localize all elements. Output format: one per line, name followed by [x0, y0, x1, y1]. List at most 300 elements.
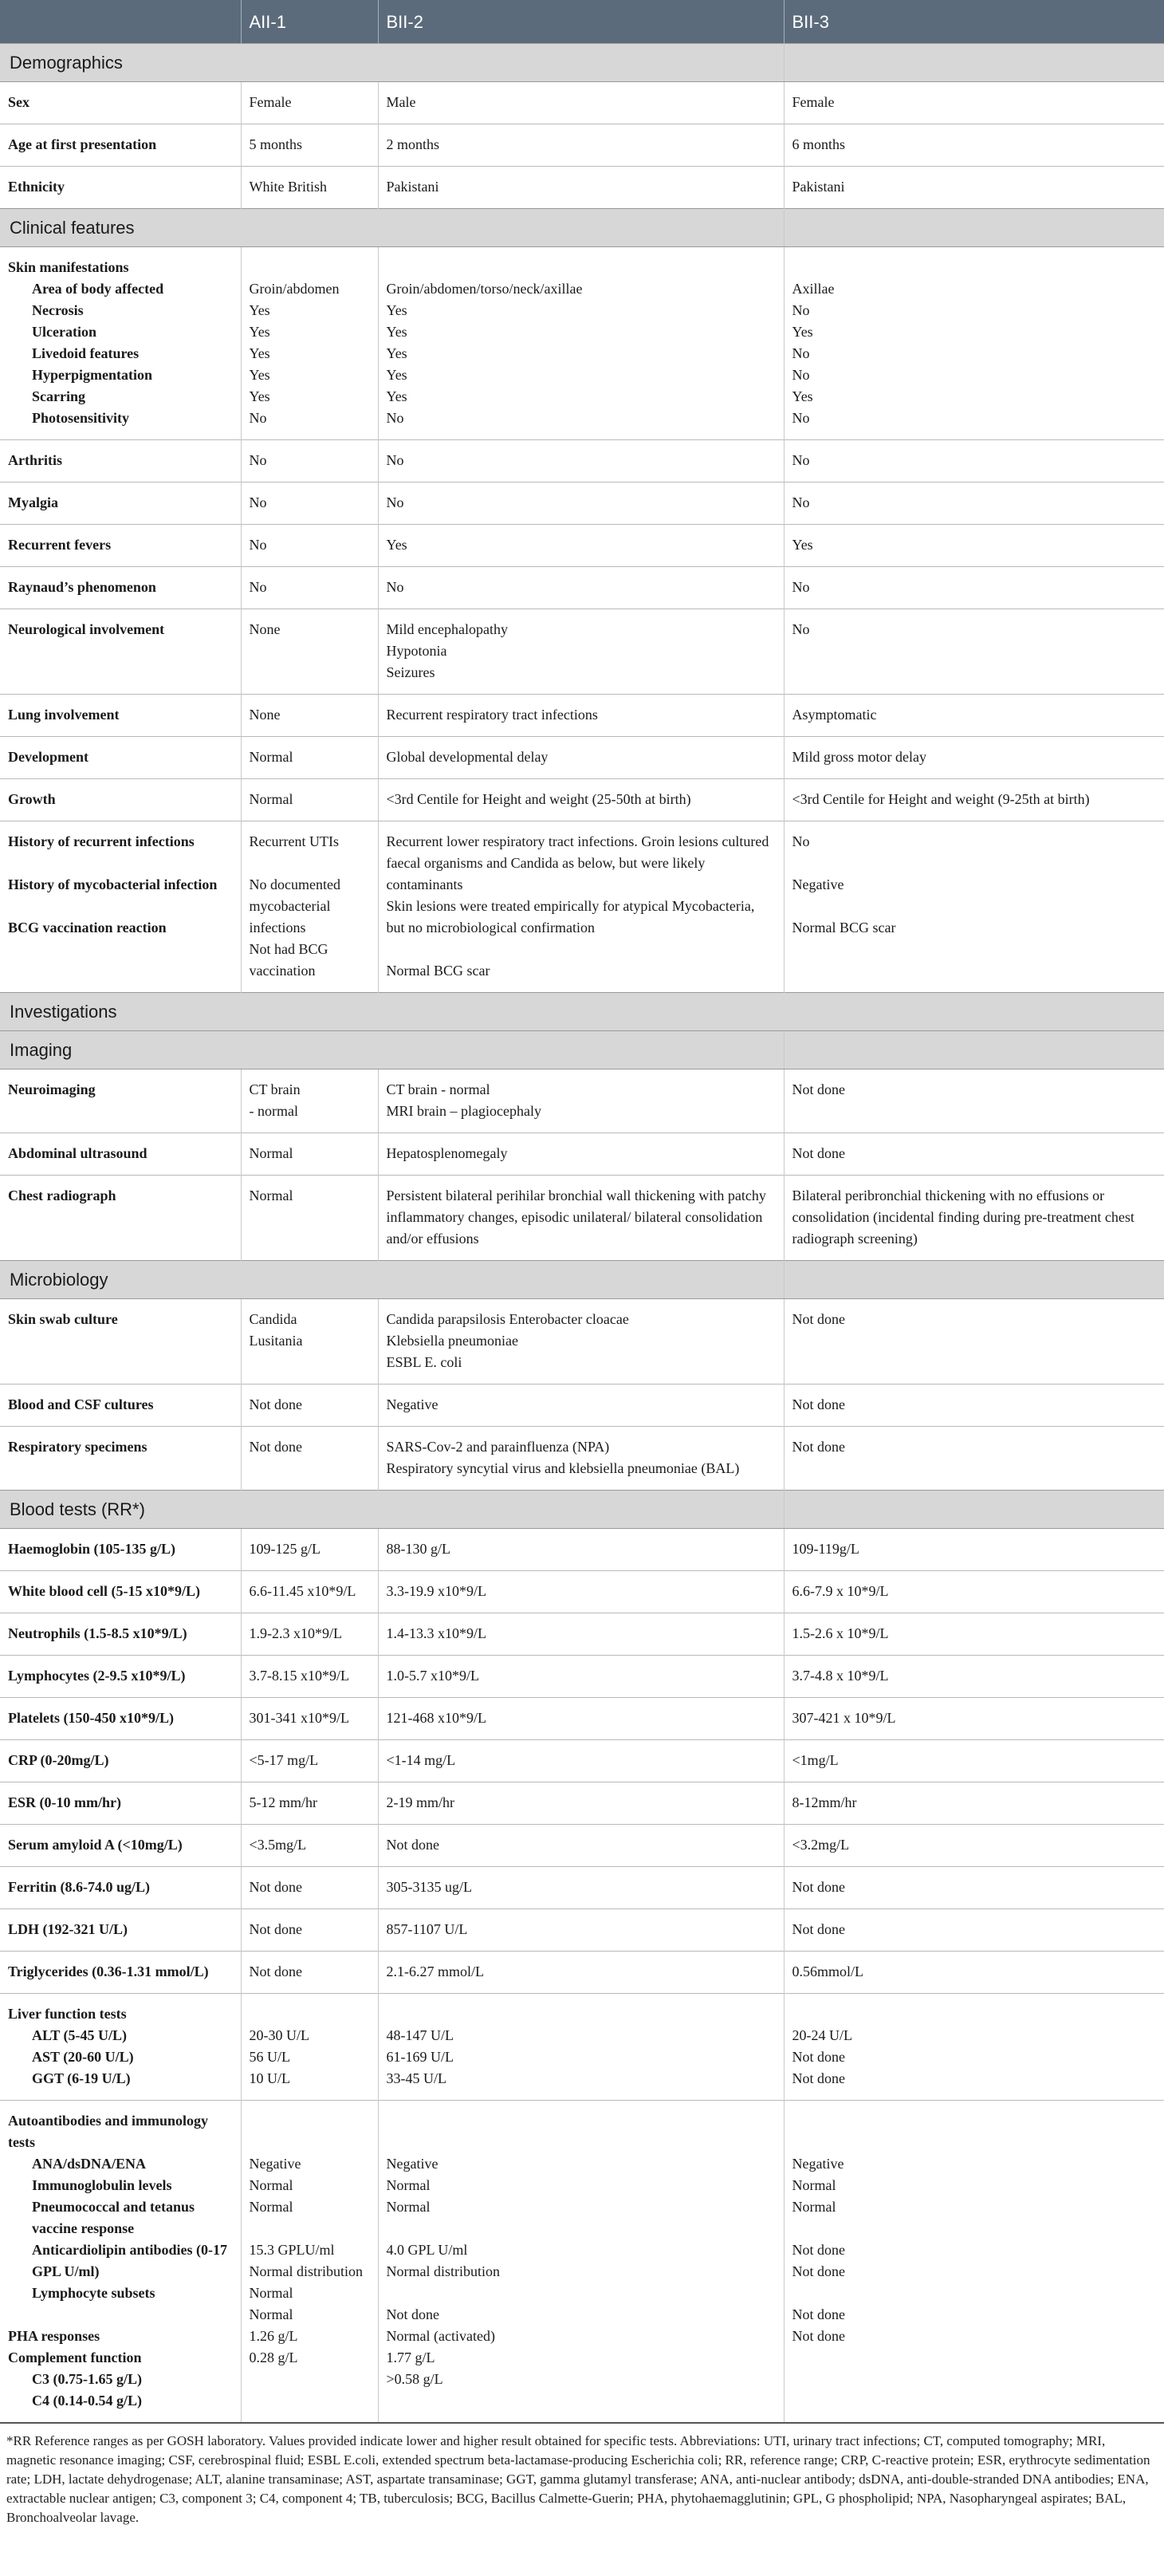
value-line: Hepatosplenomegaly	[386, 1145, 508, 1161]
header-blank	[0, 0, 241, 44]
value-cell	[241, 1571, 378, 1613]
label-line	[8, 2304, 233, 2326]
table-row	[0, 695, 1164, 737]
row-label-cell	[0, 167, 241, 209]
value-cell	[378, 1825, 784, 1867]
value-line: <3rd Centile for Height and weight (25-50th at birth)	[386, 791, 691, 807]
value-line: Normal	[792, 2199, 836, 2215]
row-label-cell	[0, 1529, 241, 1571]
value-line: Yes	[386, 388, 407, 404]
value-cell	[378, 695, 784, 737]
value-line: Female	[249, 94, 292, 110]
label-line: Ferritin (8.6-74.0 ug/L)	[8, 1879, 150, 1895]
table-row	[0, 82, 1164, 124]
value-line: 857-1107 U/L	[386, 1921, 468, 1937]
table-row	[0, 525, 1164, 567]
value-cell	[784, 1427, 1164, 1491]
value-line: Not done	[792, 2263, 845, 2279]
table-row	[0, 1867, 1164, 1909]
value-line: Hypotonia	[386, 643, 447, 659]
value-line: Groin/abdomen/torso/neck/axillae	[386, 281, 583, 297]
table-row	[0, 1385, 1164, 1427]
value-cell	[378, 1656, 784, 1698]
value-line: Yes	[249, 388, 270, 404]
value-cell	[378, 1867, 784, 1909]
value-line: No	[386, 452, 404, 468]
value-cell	[784, 1176, 1164, 1261]
table-body	[0, 44, 1164, 2423]
label-line: CRP (0-20mg/L)	[8, 1752, 109, 1768]
label-line: Skin manifestations	[8, 259, 129, 275]
sub-label: C3 (0.75-1.65 g/L)	[32, 2371, 142, 2387]
value-line: Not done	[792, 2306, 845, 2322]
value-line: 109-125 g/L	[249, 1541, 320, 1557]
value-line: Recurrent UTIs	[249, 833, 339, 849]
value-cell	[378, 124, 784, 167]
row-label-cell	[0, 737, 241, 779]
value-line: 301-341 x10*9/L	[249, 1710, 349, 1726]
value-cell	[784, 1698, 1164, 1740]
row-label-cell	[0, 1740, 241, 1782]
value-line: ESBL E. coli	[386, 1354, 462, 1370]
value-cell	[241, 1740, 378, 1782]
value-line: Normal	[249, 1188, 293, 1203]
value-line: Lusitania	[249, 1333, 303, 1349]
value-line: Not done	[386, 2306, 439, 2322]
value-line: Not done	[792, 1439, 845, 1455]
value-line: 6 months	[792, 136, 846, 152]
value-cell	[241, 1299, 378, 1385]
label-line: Ethnicity	[8, 179, 65, 195]
value-cell	[241, 567, 378, 609]
value-line: Normal	[249, 791, 293, 807]
value-line: 15.3 GPLU/ml	[249, 2242, 335, 2258]
value-line: Recurrent lower respiratory tract infections. Groin lesions cultured faecal organisms and Candida as below, but were likely contaminants	[386, 833, 773, 892]
value-line: 10 U/L	[249, 2070, 290, 2086]
sub-label: AST (20-60 U/L)	[32, 2049, 134, 2065]
label-line: Abdominal ultrasound	[8, 1145, 147, 1161]
label-line: BCG vaccination reaction	[8, 920, 167, 935]
sub-label: ANA/dsDNA/ENA	[32, 2156, 147, 2172]
value-line: 1.77 g/L	[386, 2350, 435, 2365]
value-cell	[378, 821, 784, 993]
row-label-cell	[0, 525, 241, 567]
value-line: 6.6-7.9 x 10*9/L	[792, 1583, 889, 1599]
table-row	[0, 1994, 1164, 2101]
value-line: 2.1-6.27 mmol/L	[386, 1964, 484, 1979]
row-label-cell	[0, 1698, 241, 1740]
value-line	[387, 257, 776, 278]
section-header-row	[0, 1261, 1164, 1299]
value-line: Not done	[792, 1311, 845, 1327]
value-line: Normal BCG scar	[386, 963, 490, 979]
value-line: Candida parapsilosis Enterobacter cloacae	[386, 1311, 629, 1327]
value-line: Asymptomatic	[792, 707, 877, 723]
table-row	[0, 1069, 1164, 1133]
section-header-row	[0, 209, 1164, 247]
row-label-cell	[0, 440, 241, 483]
header-aii-1: AII-1	[241, 0, 378, 44]
sub-label: C4 (0.14-0.54 g/L)	[32, 2393, 142, 2409]
value-line: 20-30 U/L	[249, 2027, 309, 2043]
label-line: LDH (192-321 U/L)	[8, 1921, 128, 1937]
value-line	[792, 2132, 1157, 2153]
value-cell	[378, 737, 784, 779]
section-header-row	[0, 1491, 1164, 1529]
row-label-cell	[0, 2101, 241, 2423]
value-cell	[784, 1656, 1164, 1698]
label-line: Lymphocytes (2-9.5 x10*9/L)	[8, 1668, 186, 1684]
value-line: Not done	[249, 1921, 302, 1937]
table-row	[0, 1825, 1164, 1867]
value-cell	[784, 1782, 1164, 1825]
value-cell	[241, 1782, 378, 1825]
value-line: 3.7-4.8 x 10*9/L	[792, 1668, 889, 1684]
value-line: Normal	[386, 2199, 431, 2215]
label-line: Liver function tests	[8, 2006, 127, 2022]
value-line: Respiratory syncytial virus and klebsiella pneumoniae (BAL)	[386, 1460, 740, 1476]
value-line: Not done	[792, 1145, 845, 1161]
value-cell	[784, 567, 1164, 609]
value-line: 4.0 GPL U/ml	[386, 2242, 468, 2258]
label-line: Blood and CSF cultures	[8, 1396, 154, 1412]
table-row	[0, 779, 1164, 821]
value-line	[250, 2218, 370, 2239]
value-line: No	[386, 579, 404, 595]
value-cell	[784, 695, 1164, 737]
value-cell	[241, 779, 378, 821]
table-row	[0, 1176, 1164, 1261]
sub-label: Scarring	[32, 388, 85, 404]
section-spacer	[784, 1031, 1164, 1069]
value-line: Yes	[792, 537, 813, 553]
value-line: SARS-Cov-2 and parainfluenza (NPA)	[386, 1439, 610, 1455]
value-line: 307-421 x 10*9/L	[792, 1710, 896, 1726]
section-spacer	[784, 1261, 1164, 1299]
value-cell	[378, 1427, 784, 1491]
label-line: Recurrent fevers	[8, 537, 112, 553]
value-line: MRI brain – plagiocephaly	[386, 1103, 541, 1119]
value-line: Klebsiella pneumoniae	[386, 1333, 518, 1349]
section-title: Imaging	[0, 1031, 784, 1069]
section-spacer	[784, 1491, 1164, 1529]
row-label-cell	[0, 1656, 241, 1698]
value-line: Not done	[249, 1439, 302, 1455]
value-cell	[784, 1069, 1164, 1133]
value-cell	[378, 483, 784, 525]
value-line: 56 U/L	[249, 2049, 290, 2065]
table-row	[0, 2101, 1164, 2423]
value-line: 8-12mm/hr	[792, 1794, 857, 1810]
value-cell	[241, 1427, 378, 1491]
row-label-cell	[0, 1571, 241, 1613]
value-cell	[784, 1994, 1164, 2101]
row-label-cell	[0, 82, 241, 124]
value-cell	[241, 609, 378, 695]
value-line: No	[792, 494, 810, 510]
section-title: Clinical features	[0, 209, 784, 247]
table-row	[0, 1740, 1164, 1782]
value-line	[792, 257, 1157, 278]
value-line: Yes	[792, 388, 813, 404]
footnote: *RR Reference ranges as per GOSH laboratory. Values provided indicate lower and higher result obtained for specific tests. Abbreviations: UTI, urinary tract infections; CT, computed tomography; MRI, magnetic resonance imaging; CSF, cerebrospinal fluid; ESBL E.coli, extended spectrum beta-lactamase-producing Escherichia coli; RR, reference range; CRP, C-reactive protein; ESR, erythrocyte sedimentation rate; LDH, lactate dehydrogenase; ALT, alanine transaminase; AST, aspartate transaminase; GGT, gamma glutamyl transferase; ANA, anti-nuclear antibody; dsDNA, anti-double-stranded DNA antibodies; ENA, extractable nuclear antigen; C3, component 3; C4, component 4; TB, tuberculosis; BCG, Bacillus Calmette-Guerin; PHA, phytohaemagglutinin; GPL, G phospholipid; NPA, Nasopharyngeal aspirates; BAL, Bronchoalveolar lavage.	[0, 2422, 1164, 2539]
value-line: Normal	[249, 2177, 293, 2193]
value-cell	[378, 609, 784, 695]
value-cell	[241, 1994, 378, 2101]
row-label-cell	[0, 1613, 241, 1656]
label-line: Serum amyloid A (<10mg/L)	[8, 1837, 183, 1853]
value-line: 1.0-5.7 x10*9/L	[386, 1668, 479, 1684]
value-line: Normal	[249, 2285, 293, 2301]
label-line: Myalgia	[8, 494, 58, 510]
value-line	[250, 2003, 370, 2025]
value-cell	[241, 525, 378, 567]
label-line: Chest radiograph	[8, 1188, 116, 1203]
value-line: CT brain - normal	[386, 1081, 490, 1097]
value-line: Recurrent respiratory tract infections	[386, 707, 598, 723]
value-cell	[378, 779, 784, 821]
value-cell	[784, 1952, 1164, 1994]
row-label-cell	[0, 1952, 241, 1994]
table-row	[0, 124, 1164, 167]
value-line: No	[792, 345, 810, 361]
value-line: 6.6-11.45 x10*9/L	[249, 1583, 356, 1599]
value-line: 2 months	[386, 136, 440, 152]
value-line: Not done	[249, 1964, 302, 1979]
value-line: Yes	[386, 302, 407, 318]
value-cell	[784, 1133, 1164, 1176]
value-line: Groin/abdomen	[249, 281, 340, 297]
value-line: No	[249, 537, 267, 553]
value-line: Not done	[249, 1396, 302, 1412]
value-line: 121-468 x10*9/L	[386, 1710, 486, 1726]
value-line: Female	[792, 94, 835, 110]
value-cell	[378, 440, 784, 483]
value-cell	[378, 1909, 784, 1952]
value-line: Pakistani	[386, 179, 439, 195]
value-line: 305-3135 ug/L	[386, 1879, 472, 1895]
table-row	[0, 1133, 1164, 1176]
value-cell	[241, 1656, 378, 1698]
value-cell	[241, 1176, 378, 1261]
table-row	[0, 1952, 1164, 1994]
value-line: Not done	[792, 2242, 845, 2258]
value-cell	[784, 483, 1164, 525]
sub-label: Livedoid features	[32, 345, 140, 361]
table-row	[0, 1613, 1164, 1656]
value-cell	[241, 82, 378, 124]
value-cell	[378, 1069, 784, 1133]
sub-label: GGT (6-19 U/L)	[32, 2070, 131, 2086]
value-line: Persistent bilateral perihilar bronchial wall thickening with patchy inflammatory changes, episodic unilateral/ bilateral consolidation and/or effusions	[386, 1188, 770, 1247]
value-line: Yes	[249, 324, 270, 340]
sub-label: Hyperpigmentation	[32, 367, 152, 383]
value-line: Negative	[386, 1396, 438, 1412]
value-cell	[378, 247, 784, 440]
value-line: Yes	[249, 302, 270, 318]
value-line: No	[792, 621, 810, 637]
value-line: None	[249, 621, 281, 637]
value-cell	[378, 82, 784, 124]
row-label-cell	[0, 483, 241, 525]
value-line: Yes	[249, 345, 270, 361]
value-cell	[378, 1133, 784, 1176]
section-title: Demographics	[0, 44, 784, 82]
value-cell	[241, 2101, 378, 2423]
section-header-row	[0, 44, 1164, 82]
value-cell	[784, 82, 1164, 124]
table-row	[0, 1427, 1164, 1491]
value-line: Normal BCG scar	[792, 920, 896, 935]
table-row	[0, 1698, 1164, 1740]
table-row	[0, 1571, 1164, 1613]
value-line: 0.56mmol/L	[792, 1964, 863, 1979]
table-row	[0, 440, 1164, 483]
value-line: 3.3-19.9 x10*9/L	[386, 1583, 486, 1599]
label-line: Development	[8, 749, 88, 765]
value-line: CT brain	[249, 1081, 301, 1097]
value-line: 88-130 g/L	[386, 1541, 450, 1557]
value-cell	[784, 779, 1164, 821]
value-line: Mild encephalopathy	[386, 621, 508, 637]
value-cell	[784, 1571, 1164, 1613]
value-cell	[378, 1176, 784, 1261]
value-line: Not done	[792, 1081, 845, 1097]
table-row	[0, 567, 1164, 609]
row-label-cell	[0, 609, 241, 695]
label-line: Arthritis	[8, 452, 62, 468]
value-cell	[241, 1825, 378, 1867]
row-label-cell	[0, 124, 241, 167]
value-line: Negative	[249, 2156, 301, 2172]
value-line: Normal distribution	[249, 2263, 363, 2279]
value-line: Not done	[386, 1837, 439, 1853]
value-line: Normal (activated)	[386, 2328, 495, 2344]
table-row	[0, 1529, 1164, 1571]
value-line: <3.2mg/L	[792, 1837, 850, 1853]
value-cell	[241, 440, 378, 483]
value-line: Normal	[249, 2199, 293, 2215]
row-label-cell	[0, 1133, 241, 1176]
value-line: No	[386, 494, 404, 510]
value-line: 2-19 mm/hr	[386, 1794, 454, 1810]
value-cell	[241, 1529, 378, 1571]
value-line: 61-169 U/L	[386, 2049, 454, 2065]
value-line: Negative	[386, 2156, 438, 2172]
value-line	[250, 2110, 370, 2132]
sub-label: Ulceration	[32, 324, 96, 340]
label-line: History of recurrent infections	[8, 833, 195, 849]
row-label-cell	[0, 1825, 241, 1867]
value-line: Normal distribution	[386, 2263, 500, 2279]
value-line	[387, 2218, 776, 2239]
row-label-cell	[0, 695, 241, 737]
value-cell	[378, 1299, 784, 1385]
value-line: No	[792, 452, 810, 468]
value-line: No	[249, 494, 267, 510]
value-cell	[378, 1952, 784, 1994]
value-line: Negative	[792, 2156, 844, 2172]
value-line: Yes	[386, 537, 407, 553]
value-cell	[241, 1867, 378, 1909]
row-label-cell	[0, 1782, 241, 1825]
value-line: 0.28 g/L	[249, 2350, 298, 2365]
value-line	[792, 2218, 1157, 2239]
value-line: 20-24 U/L	[792, 2027, 852, 2043]
value-cell	[784, 1613, 1164, 1656]
value-line	[792, 853, 1157, 874]
row-label-cell	[0, 567, 241, 609]
value-line	[250, 853, 370, 874]
value-line: Negative	[792, 876, 844, 892]
value-cell	[241, 737, 378, 779]
value-cell	[784, 1385, 1164, 1427]
value-line: 33-45 U/L	[386, 2070, 446, 2086]
value-cell	[241, 1133, 378, 1176]
value-line	[387, 2283, 776, 2304]
value-line: Not done	[792, 2328, 845, 2344]
row-label-cell	[0, 1994, 241, 2101]
value-line: Normal	[249, 1145, 293, 1161]
value-cell	[784, 1299, 1164, 1385]
value-line: <3rd Centile for Height and weight (9-25th at birth)	[792, 791, 1090, 807]
value-line: Bilateral peribronchial thickening with no effusions or consolidation (incidental finding during pre-treatment chest radiograph screening)	[792, 1188, 1138, 1247]
value-line: 3.7-8.15 x10*9/L	[249, 1668, 349, 1684]
label-line: Neutrophils (1.5-8.5 x10*9/L)	[8, 1625, 187, 1641]
value-line: Skin lesions were treated empirically for atypical Mycobacteria, but no microbiological confirmation	[386, 898, 758, 935]
value-line: No	[792, 833, 810, 849]
value-cell	[378, 1613, 784, 1656]
value-line: Pakistani	[792, 179, 845, 195]
section-header-row	[0, 993, 1164, 1031]
sub-label: Pneumococcal and tetanus vaccine response	[32, 2199, 199, 2236]
value-line	[792, 2110, 1157, 2132]
label-line	[8, 896, 233, 917]
section-title: Investigations	[0, 993, 1164, 1031]
header-bii-3: BII-3	[784, 0, 1164, 44]
value-line: Not done	[792, 2049, 845, 2065]
value-line: 48-147 U/L	[386, 2027, 454, 2043]
row-label-cell	[0, 1427, 241, 1491]
label-line: Triglycerides (0.36-1.31 mmol/L)	[8, 1964, 209, 1979]
table-row	[0, 167, 1164, 209]
value-line: Yes	[792, 324, 813, 340]
label-line: Platelets (150-450 x10*9/L)	[8, 1710, 174, 1726]
value-cell	[378, 2101, 784, 2423]
value-line: No	[249, 410, 267, 426]
value-line: 5-12 mm/hr	[249, 1794, 317, 1810]
value-line: Not done	[792, 1879, 845, 1895]
value-cell	[784, 821, 1164, 993]
sub-label: Lymphocyte subsets	[32, 2285, 155, 2301]
label-line: Neuroimaging	[8, 1081, 96, 1097]
sub-label: Photosensitivity	[32, 410, 130, 426]
value-line: Not done	[249, 1879, 302, 1895]
sub-label: Immunoglobulin levels	[32, 2177, 172, 2193]
table-row	[0, 821, 1164, 993]
value-line	[792, 2283, 1157, 2304]
value-line: <1mg/L	[792, 1752, 839, 1768]
value-line: Normal	[249, 749, 293, 765]
value-cell	[784, 1867, 1164, 1909]
value-line: Normal	[792, 2177, 836, 2193]
row-label-cell	[0, 247, 241, 440]
value-line	[792, 2003, 1157, 2025]
row-label-cell	[0, 1909, 241, 1952]
value-cell	[241, 1069, 378, 1133]
table-row	[0, 1299, 1164, 1385]
value-line: Yes	[386, 324, 407, 340]
